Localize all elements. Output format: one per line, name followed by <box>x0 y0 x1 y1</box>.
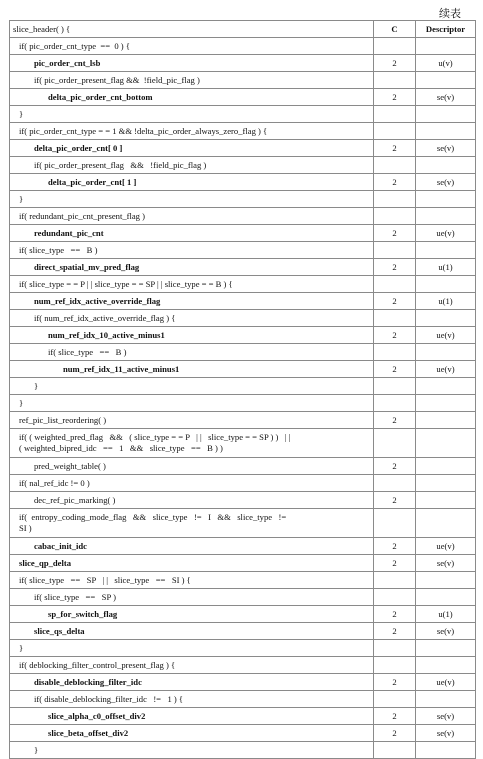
table-row <box>10 509 476 538</box>
table-row <box>10 492 476 509</box>
descriptor-cell: ue(v) <box>416 538 476 555</box>
descriptor-cell: ue(v) <box>416 361 476 378</box>
syntax-cell: if( pic_order_cnt_type == 0 ) { <box>10 38 374 55</box>
syntax-cell: ref_pic_list_reordering( ) <box>10 412 374 429</box>
descriptor-cell <box>416 310 476 327</box>
table-row <box>10 657 476 674</box>
table-row <box>10 293 476 310</box>
table-row <box>10 606 476 623</box>
syntax-cell: delta_pic_order_cnt[ 1 ] <box>10 174 374 191</box>
descriptor-cell <box>416 458 476 475</box>
descriptor-cell <box>416 72 476 89</box>
table-row <box>10 242 476 259</box>
descriptor-cell <box>416 640 476 657</box>
category-cell <box>374 378 416 395</box>
category-cell: 2 <box>374 606 416 623</box>
category-cell: 2 <box>374 538 416 555</box>
syntax-cell: if( slice_type == SP | | slice_type == SI ) { <box>10 572 374 589</box>
category-header: C <box>374 21 416 38</box>
table-row <box>10 725 476 742</box>
descriptor-cell <box>416 691 476 708</box>
descriptor-cell: se(v) <box>416 725 476 742</box>
category-cell <box>374 691 416 708</box>
table-row <box>10 327 476 344</box>
descriptor-cell: ue(v) <box>416 225 476 242</box>
descriptor-cell <box>416 242 476 259</box>
descriptor-cell <box>416 123 476 140</box>
syntax-cell: if( entropy_coding_mode_flag && slice_type != I && slice_type != SI ) <box>10 509 374 538</box>
category-cell <box>374 509 416 538</box>
table-row <box>10 38 476 55</box>
syntax-cell: disable_deblocking_filter_idc <box>10 674 374 691</box>
descriptor-cell <box>416 378 476 395</box>
table-row <box>10 623 476 640</box>
descriptor-cell <box>416 509 476 538</box>
descriptor-cell <box>416 742 476 759</box>
table-row <box>10 106 476 123</box>
syntax-cell: num_ref_idx_active_override_flag <box>10 293 374 310</box>
syntax-cell: if( slice_type == B ) <box>10 242 374 259</box>
descriptor-cell: se(v) <box>416 89 476 106</box>
category-cell <box>374 72 416 89</box>
syntax-cell: slice_alpha_c0_offset_div2 <box>10 708 374 725</box>
descriptor-cell <box>416 276 476 293</box>
descriptor-header: Descriptor <box>416 21 476 38</box>
category-cell <box>374 38 416 55</box>
syntax-cell: if( nal_ref_idc != 0 ) <box>10 475 374 492</box>
descriptor-cell: se(v) <box>416 174 476 191</box>
category-cell <box>374 191 416 208</box>
descriptor-cell <box>416 106 476 123</box>
category-cell <box>374 475 416 492</box>
descriptor-cell: u(1) <box>416 293 476 310</box>
category-cell <box>374 157 416 174</box>
descriptor-cell <box>416 191 476 208</box>
syntax-cell: } <box>10 395 374 412</box>
descriptor-cell: ue(v) <box>416 327 476 344</box>
table-row <box>10 538 476 555</box>
table-row <box>10 276 476 293</box>
category-cell <box>374 742 416 759</box>
category-cell <box>374 208 416 225</box>
syntax-cell: if( slice_type == B ) <box>10 344 374 361</box>
category-cell: 2 <box>374 725 416 742</box>
table-row <box>10 572 476 589</box>
syntax-cell: slice_beta_offset_div2 <box>10 725 374 742</box>
descriptor-cell: u(1) <box>416 259 476 276</box>
category-cell: 2 <box>374 259 416 276</box>
descriptor-cell <box>416 412 476 429</box>
descriptor-cell <box>416 344 476 361</box>
table-row <box>10 225 476 242</box>
category-cell <box>374 657 416 674</box>
category-cell: 2 <box>374 412 416 429</box>
syntax-cell: redundant_pic_cnt <box>10 225 374 242</box>
table-row <box>10 123 476 140</box>
table-row <box>10 89 476 106</box>
descriptor-cell <box>416 38 476 55</box>
category-cell <box>374 344 416 361</box>
descriptor-cell: se(v) <box>416 140 476 157</box>
category-cell: 2 <box>374 89 416 106</box>
table-row <box>10 208 476 225</box>
syntax-cell: num_ref_idx_11_active_minus1 <box>10 361 374 378</box>
category-cell <box>374 276 416 293</box>
table-row <box>10 72 476 89</box>
category-cell <box>374 123 416 140</box>
table-row <box>10 191 476 208</box>
descriptor-cell <box>416 395 476 412</box>
descriptor-cell <box>416 589 476 606</box>
syntax-cell: if( pic_order_present_flag && !field_pic_flag ) <box>10 157 374 174</box>
category-cell: 2 <box>374 555 416 572</box>
descriptor-cell <box>416 475 476 492</box>
syntax-cell: cabac_init_idc <box>10 538 374 555</box>
syntax-cell: pred_weight_table( ) <box>10 458 374 475</box>
table-header-row <box>10 21 476 38</box>
syntax-cell: if( slice_type = = P | | slice_type = = SP | | slice_type = = B ) { <box>10 276 374 293</box>
category-cell: 2 <box>374 458 416 475</box>
table-row <box>10 475 476 492</box>
syntax-cell: } <box>10 191 374 208</box>
category-cell <box>374 395 416 412</box>
syntax-cell: delta_pic_order_cnt[ 0 ] <box>10 140 374 157</box>
descriptor-cell <box>416 208 476 225</box>
category-cell <box>374 640 416 657</box>
descriptor-cell <box>416 492 476 509</box>
descriptor-cell: se(v) <box>416 623 476 640</box>
descriptor-cell <box>416 572 476 589</box>
syntax-cell: if( ( weighted_pred_flag && ( slice_type = = P | | slice_type = = SP ) ) | | ( weighted_bipred_idc == 1 && slice_type == B ) ) <box>10 429 374 458</box>
category-cell: 2 <box>374 623 416 640</box>
table-row <box>10 174 476 191</box>
table-body <box>10 38 476 759</box>
table-row <box>10 412 476 429</box>
table-row <box>10 310 476 327</box>
table-row <box>10 140 476 157</box>
syntax-cell: sp_for_switch_flag <box>10 606 374 623</box>
syntax-cell: if( pic_order_present_flag && !field_pic_flag ) <box>10 72 374 89</box>
table-row <box>10 555 476 572</box>
category-cell <box>374 572 416 589</box>
category-cell <box>374 242 416 259</box>
descriptor-cell <box>416 657 476 674</box>
category-cell: 2 <box>374 674 416 691</box>
descriptor-cell: se(v) <box>416 555 476 572</box>
category-cell: 2 <box>374 492 416 509</box>
table-row <box>10 742 476 759</box>
category-cell <box>374 589 416 606</box>
syntax-header: slice_header( ) { <box>10 21 374 38</box>
syntax-cell: slice_qp_delta <box>10 555 374 572</box>
table-row <box>10 674 476 691</box>
syntax-cell: num_ref_idx_10_active_minus1 <box>10 327 374 344</box>
table-row <box>10 395 476 412</box>
table-row <box>10 429 476 458</box>
category-cell: 2 <box>374 225 416 242</box>
table-row <box>10 691 476 708</box>
syntax-cell: dec_ref_pic_marking( ) <box>10 492 374 509</box>
table-row <box>10 708 476 725</box>
category-cell <box>374 429 416 458</box>
table-continued-caption: 续表 <box>439 8 461 20</box>
syntax-cell: if( disable_deblocking_filter_idc != 1 ) { <box>10 691 374 708</box>
syntax-cell: if( num_ref_idx_active_override_flag ) { <box>10 310 374 327</box>
table-row <box>10 378 476 395</box>
category-cell: 2 <box>374 293 416 310</box>
descriptor-cell: u(1) <box>416 606 476 623</box>
category-cell: 2 <box>374 174 416 191</box>
syntax-cell: if( redundant_pic_cnt_present_flag ) <box>10 208 374 225</box>
descriptor-cell: se(v) <box>416 708 476 725</box>
table-row <box>10 458 476 475</box>
descriptor-cell <box>416 429 476 458</box>
table-row <box>10 344 476 361</box>
table-row <box>10 640 476 657</box>
syntax-cell: } <box>10 640 374 657</box>
table-row <box>10 361 476 378</box>
syntax-cell: delta_pic_order_cnt_bottom <box>10 89 374 106</box>
syntax-cell: if( slice_type == SP ) <box>10 589 374 606</box>
descriptor-cell <box>416 157 476 174</box>
descriptor-cell: u(v) <box>416 55 476 72</box>
category-cell: 2 <box>374 140 416 157</box>
table-row <box>10 259 476 276</box>
table-row <box>10 157 476 174</box>
table-row <box>10 589 476 606</box>
category-cell: 2 <box>374 361 416 378</box>
category-cell: 2 <box>374 55 416 72</box>
table-row <box>10 55 476 72</box>
category-cell: 2 <box>374 327 416 344</box>
syntax-cell: direct_spatial_mv_pred_flag <box>10 259 374 276</box>
syntax-cell: if( deblocking_filter_control_present_flag ) { <box>10 657 374 674</box>
syntax-cell: } <box>10 106 374 123</box>
descriptor-cell: ue(v) <box>416 674 476 691</box>
category-cell <box>374 310 416 327</box>
syntax-cell: if( pic_order_cnt_type = = 1 && !delta_pic_order_always_zero_flag ) { <box>10 123 374 140</box>
syntax-cell: slice_qs_delta <box>10 623 374 640</box>
syntax-cell: } <box>10 378 374 395</box>
category-cell: 2 <box>374 708 416 725</box>
syntax-cell: } <box>10 742 374 759</box>
category-cell <box>374 106 416 123</box>
syntax-table <box>9 20 476 759</box>
syntax-cell: pic_order_cnt_lsb <box>10 55 374 72</box>
